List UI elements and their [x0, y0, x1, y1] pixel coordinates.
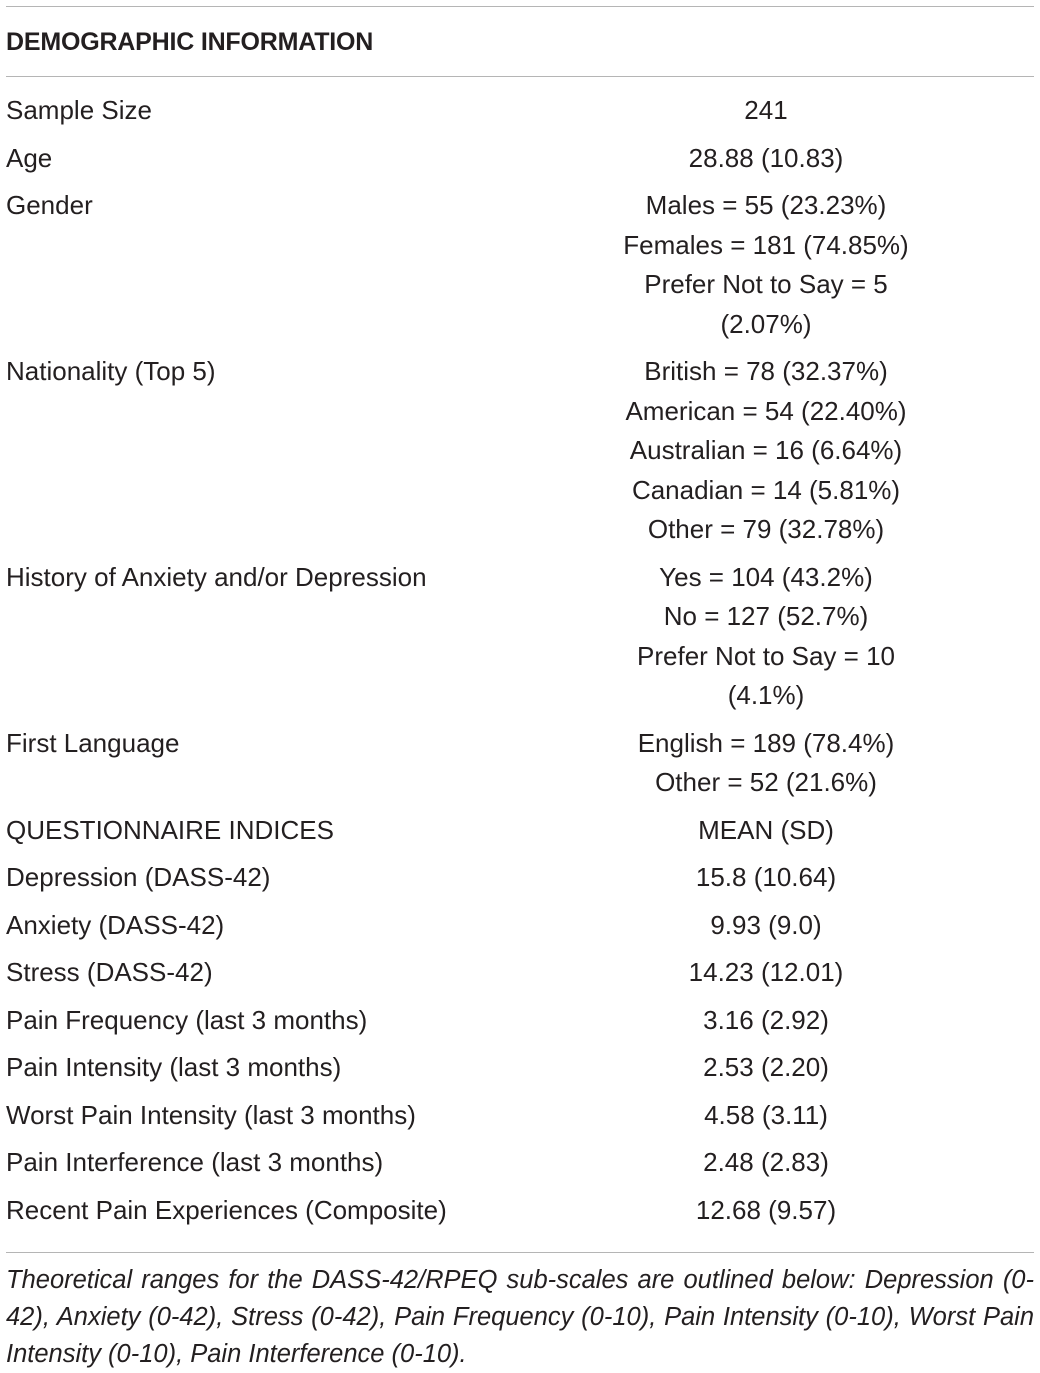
row-value-line: Canadian = 14 (5.81%)	[631, 474, 901, 505]
row-value-line: British = 78 (32.37%)	[644, 356, 888, 386]
table-row	[6, 1191, 1040, 1231]
row-values	[526, 858, 1006, 898]
row-value-line: 2.48 (2.83)	[703, 1147, 829, 1177]
row-value-line: 3.16 (2.92)	[703, 1004, 829, 1035]
row-value-line: 2.53 (2.20)	[703, 1052, 829, 1082]
row-values	[526, 953, 1006, 993]
row-value-line: Yes = 104 (43.2%)	[659, 561, 873, 592]
row-label: Anxiety (DASS-42)	[6, 909, 225, 940]
table-row	[6, 858, 1040, 898]
table-row	[6, 906, 1040, 946]
table-row	[6, 1001, 1040, 1041]
row-value-line: No = 127 (52.7%)	[663, 601, 869, 631]
row-value-line: 14.23 (12.01)	[688, 957, 844, 987]
row-label: Nationality (Top 5)	[6, 356, 216, 386]
row-value-line: Females = 181 (74.85%)	[623, 229, 909, 260]
row-label: History of Anxiety and/or Depression	[6, 561, 427, 592]
row-value-line: 4.58 (3.11)	[704, 1099, 828, 1130]
row-value-line: 241	[744, 95, 788, 125]
row-values	[526, 186, 1006, 344]
table-row	[6, 186, 1040, 344]
row-label: Pain Intensity (last 3 months)	[6, 1052, 342, 1082]
table-title: DEMOGRAPHIC INFORMATION	[6, 28, 374, 56]
row-values	[526, 91, 1006, 131]
row-label: Pain Frequency (last 3 months)	[6, 1004, 368, 1035]
row-value-line: 9.93 (9.0)	[710, 909, 822, 940]
row-label: Gender	[6, 190, 93, 220]
row-label: First Language	[6, 727, 180, 758]
row-value-line: 12.68 (9.57)	[695, 1194, 837, 1225]
row-value-line: English = 189 (78.4%)	[637, 727, 895, 758]
row-label: QUESTIONNAIRE INDICES	[6, 814, 334, 845]
demographics-table	[6, 6, 1040, 1373]
row-value-line: Prefer Not to Say = 10	[637, 640, 895, 671]
row-label: Stress (DASS-42)	[6, 957, 213, 987]
table-row	[6, 139, 1040, 179]
row-value-line: Australian = 16 (6.64%)	[629, 435, 903, 465]
row-values	[526, 558, 1006, 716]
table-header	[6, 7, 1040, 76]
table-row	[6, 953, 1040, 993]
row-values	[526, 1191, 1006, 1231]
row-values	[526, 1096, 1006, 1136]
row-value-line: American = 54 (22.40%)	[625, 395, 907, 426]
row-label: Sample Size	[6, 95, 152, 125]
row-value-line: (2.07%)	[720, 308, 812, 339]
row-value-line: 28.88 (10.83)	[688, 142, 844, 173]
row-values	[526, 811, 1006, 851]
row-values	[526, 1001, 1006, 1041]
table-row	[6, 1096, 1040, 1136]
row-values	[526, 139, 1006, 179]
table-row	[6, 91, 1040, 131]
row-values	[526, 1143, 1006, 1183]
row-values	[526, 906, 1006, 946]
row-value-line: Males = 55 (23.23%)	[645, 190, 887, 220]
row-value-line: Prefer Not to Say = 5	[644, 269, 888, 299]
row-value-line: MEAN (SD)	[698, 814, 834, 845]
table-row	[6, 724, 1040, 803]
row-label: Worst Pain Intensity (last 3 months)	[6, 1099, 416, 1130]
row-label: Recent Pain Experiences (Composite)	[6, 1194, 447, 1225]
table-body	[6, 77, 1040, 1252]
row-value-line: Other = 52 (21.6%)	[655, 767, 877, 797]
table-row	[6, 558, 1040, 716]
row-value-line: Other = 79 (32.78%)	[647, 514, 885, 544]
row-label: Age	[6, 142, 53, 173]
table-footnote: Theoretical ranges for the DASS-42/RPEQ sub-scales are outlined below: Depression (0-42), Anxiety (0-42), Stress (0-42), Pain Frequency (0-10), Pain Intensity (0-10), Worst Pain Intensity (0-10), Pain Interference (0-10).	[6, 1266, 1034, 1368]
table-row	[6, 352, 1040, 550]
row-label: Pain Interference (last 3 months)	[6, 1147, 384, 1177]
table-row	[6, 1143, 1040, 1183]
row-values	[526, 724, 1006, 803]
table-row	[6, 1048, 1040, 1088]
row-values	[526, 352, 1006, 550]
row-value-line: (4.1%)	[727, 680, 805, 710]
table-row	[6, 811, 1040, 851]
row-values	[526, 1048, 1006, 1088]
row-value-line: 15.8 (10.64)	[695, 862, 837, 892]
row-label: Depression (DASS-42)	[6, 862, 271, 892]
